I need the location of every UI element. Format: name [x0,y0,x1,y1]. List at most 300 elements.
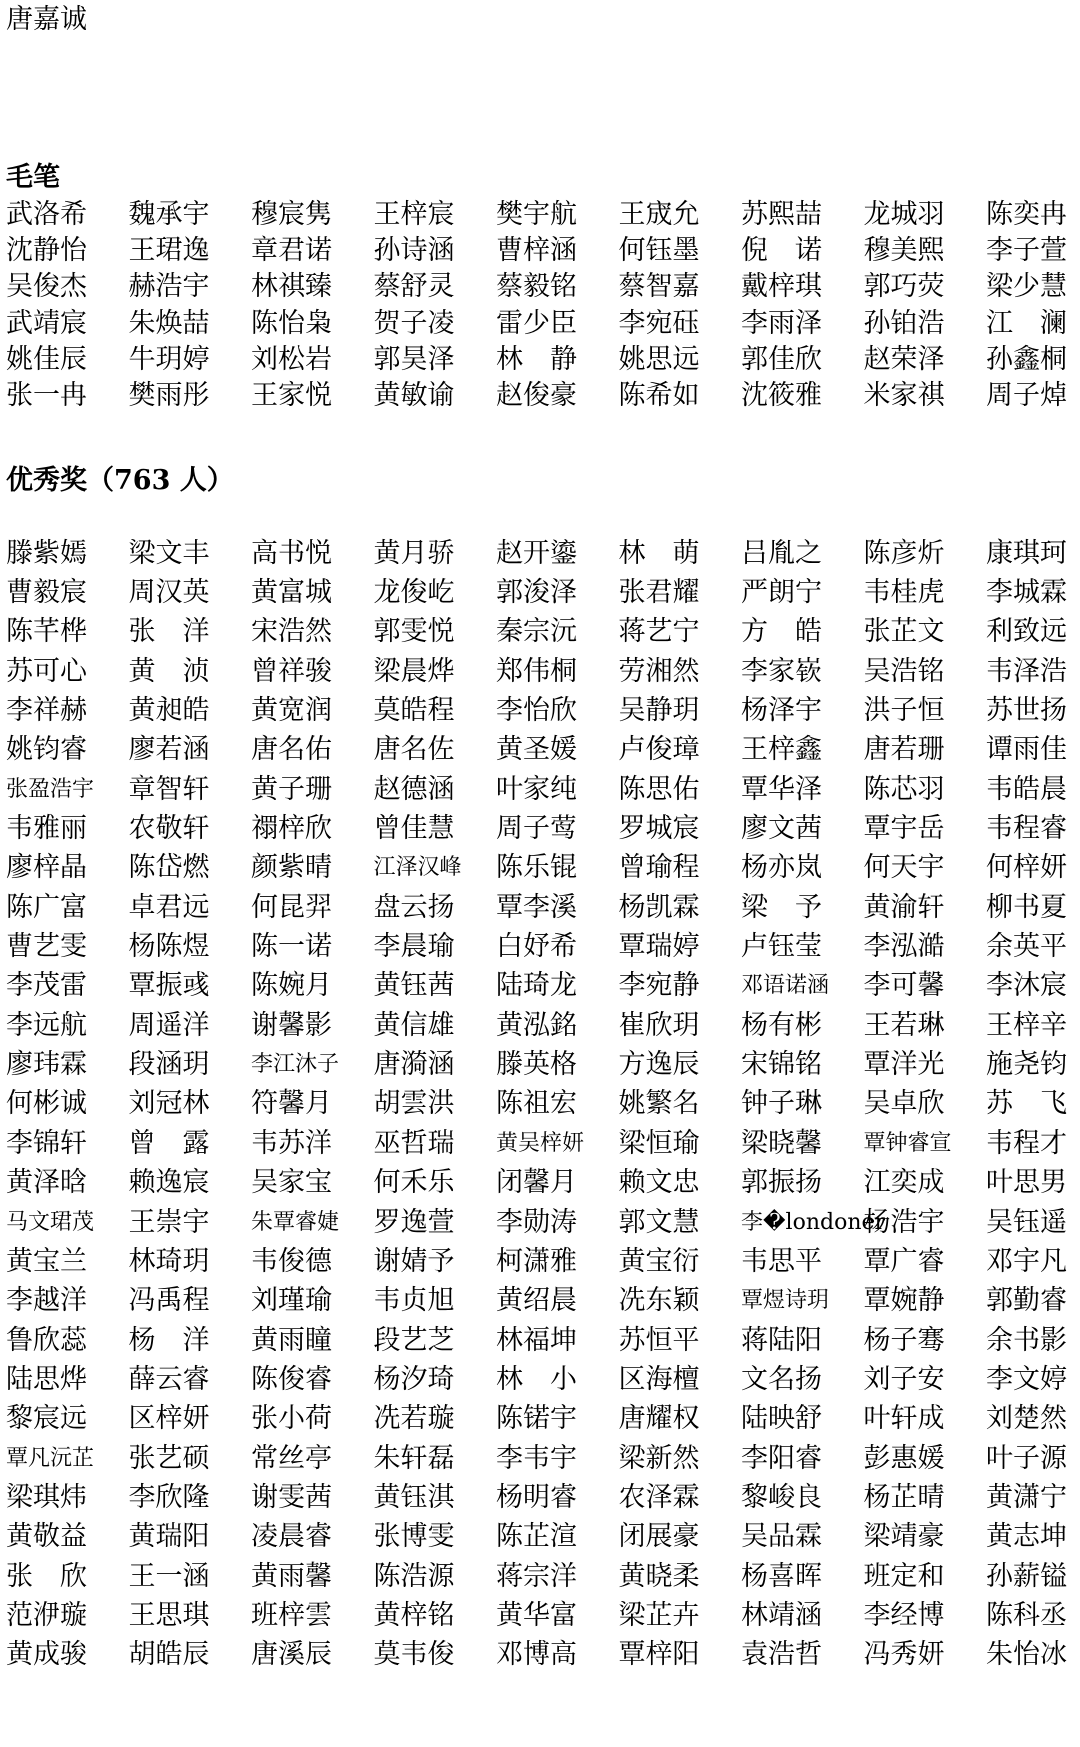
student-name: 曹梓涵 [496,235,577,267]
name-row [6,927,1076,966]
student-name: 陈科丞 [986,1599,1067,1631]
student-name: 梁芷卉 [618,1599,700,1631]
student-name: 韦皓晨 [986,773,1067,805]
student-name: 符馨月 [251,1088,332,1120]
student-name: 江奕成 [863,1167,945,1199]
student-name: 黎峻良 [741,1481,822,1513]
student-name: 梁文丰 [128,537,210,569]
student-name: 杨喜晖 [741,1560,822,1592]
student-name: 莫皓程 [373,695,455,727]
student-name: 廖文茜 [741,813,822,845]
student-name: 赖逸宸 [128,1167,210,1199]
student-name: 冼东颖 [618,1285,700,1317]
student-name: 黄梓铭 [373,1599,455,1631]
name-row [6,1636,1076,1675]
student-name: 胡雲洪 [373,1088,455,1120]
student-name: 梁晨烨 [373,655,455,687]
student-name: 郑伟桐 [496,655,577,687]
student-name: 覃广睿 [863,1245,945,1277]
student-name: 黄雨馨 [251,1560,332,1592]
student-name: 凌晨睿 [251,1521,332,1553]
student-name: 陈广富 [6,891,87,923]
student-name: 黄华富 [496,1599,577,1631]
excellence-heading: 优秀奖（763 人） [6,465,234,496]
student-name: 刘冠林 [128,1088,210,1120]
student-name: 郭昊泽 [373,343,455,375]
student-name: 陈思佑 [618,773,700,805]
student-name: 叶子源 [986,1442,1067,1474]
student-name: 何昆羿 [251,891,332,923]
student-name: 黄子珊 [251,773,332,805]
student-name: 曹毅宸 [6,577,87,609]
student-name: 陈乐锟 [496,852,577,884]
student-name: 颜紫晴 [251,852,332,884]
student-name: 邓博高 [496,1639,577,1671]
name-row [6,534,1076,573]
name-row [6,1242,1076,1281]
student-name: 黄宝衍 [618,1245,700,1277]
student-name: 卢钰莹 [741,931,822,963]
student-name: 梁琪炜 [6,1481,87,1513]
student-name: 龙俊屹 [373,577,455,609]
student-name: 陈怡枭 [251,307,332,339]
student-name: 沈静怡 [6,235,87,267]
student-name: 鲁欣蕊 [6,1324,87,1356]
student-name: 李欣隆 [128,1481,210,1513]
student-name: 覃婉静 [863,1285,945,1317]
student-name: 江泽汉峰 [373,855,462,881]
student-name: 盘云扬 [373,891,455,923]
student-name: 覃洋光 [863,1049,945,1081]
student-name: 余书影 [986,1324,1067,1356]
student-name: 林 静 [496,343,577,375]
leading-name: 唐嘉诚 [6,4,87,35]
student-name: 罗逸萱 [373,1206,455,1238]
student-name: 李雨泽 [741,307,822,339]
student-name: 林靖涵 [741,1599,822,1631]
student-name: 康琪珂 [986,537,1067,569]
student-name: 陈俊睿 [251,1363,332,1395]
student-name: 蔡智嘉 [618,271,700,303]
name-row [6,1439,1076,1478]
student-name: 卢俊璋 [618,734,700,766]
student-name: 王梓鑫 [741,734,822,766]
student-name: 黄 浈 [128,655,210,687]
student-name: 蒋陆阳 [741,1324,822,1356]
student-name: 宋浩然 [251,616,332,648]
student-name: 李可馨 [863,970,945,1002]
student-name: 林 萌 [618,537,700,569]
student-name: 黄敬益 [6,1521,87,1553]
student-name: 韦程睿 [986,813,1067,845]
student-name: 陈一诺 [251,931,332,963]
student-name: 周子焯 [986,380,1067,412]
student-name: 魏承宇 [128,199,210,231]
student-name: 段艺芝 [373,1324,455,1356]
student-name: 吴家宝 [251,1167,332,1199]
student-name: 李远航 [6,1009,87,1041]
calligraphy-name-grid [6,197,1076,414]
student-name: 黄圣媛 [496,734,577,766]
student-name: 李茂雷 [6,970,87,1002]
student-name: 吴俊杰 [6,271,87,303]
student-name: 曾 露 [128,1127,210,1159]
student-name: 朱轩磊 [373,1442,455,1474]
student-name: 李泓澔 [863,931,945,963]
name-row [6,306,1076,342]
student-name: 倪 诺 [741,235,822,267]
student-name: 陈婉月 [251,970,332,1002]
name-row [6,1006,1076,1045]
student-name: 覃李溪 [496,891,577,923]
student-name: 袁浩哲 [741,1639,822,1671]
name-row [6,573,1076,612]
student-name: 武洛希 [6,199,87,231]
name-row [6,1360,1076,1399]
student-name: 梁新然 [618,1442,700,1474]
student-name: 蒋艺宁 [618,616,700,648]
name-row [6,197,1076,233]
student-name: 马文珺茂 [6,1209,95,1235]
student-name: 孙铂浩 [863,307,945,339]
student-name: 李�londoner [741,1209,886,1235]
student-name: 黄宽润 [251,695,332,727]
student-name: 何钰墨 [618,235,700,267]
student-name: 苏熙喆 [741,199,822,231]
student-name: 黄渝轩 [863,891,945,923]
student-name: 唐名佐 [373,734,455,766]
student-name: 罗城宸 [618,813,700,845]
student-name: 陈芊桦 [6,616,87,648]
student-name: 高书悦 [251,537,332,569]
student-name: 何彬诚 [6,1088,87,1120]
student-name: 周子莺 [496,813,577,845]
student-name: 杨泽宇 [741,695,822,727]
name-row [6,1478,1076,1517]
student-name: 梁恒瑜 [618,1127,700,1159]
student-name: 李经博 [863,1599,945,1631]
student-name: 谭雨佳 [986,734,1067,766]
student-name: 叶思男 [986,1167,1067,1199]
student-name: 苏 飞 [986,1088,1067,1120]
student-name: 邓语诺涵 [741,973,830,999]
student-name: 黄泽晗 [6,1167,87,1199]
student-name: 郭巧荧 [863,271,945,303]
student-name: 崔欣玥 [618,1009,700,1041]
student-name: 赵荣泽 [863,343,945,375]
name-row [6,1164,1076,1203]
name-row [6,731,1076,770]
student-name: 吴钰遥 [986,1206,1067,1238]
student-name: 黎宸远 [6,1403,87,1435]
student-name: 禤梓欣 [251,813,332,845]
student-name: 韦俊德 [251,1245,332,1277]
student-name: 李锦轩 [6,1127,87,1159]
student-name: 曾祥骏 [251,655,332,687]
student-name: 宋锦铭 [741,1049,822,1081]
student-name: 韦程才 [986,1127,1067,1159]
student-name: 陈彦炘 [863,537,945,569]
student-name: 李江沐子 [251,1052,340,1078]
student-name: 王梓辛 [986,1009,1067,1041]
student-name: 朱焕喆 [128,307,210,339]
name-row [6,652,1076,691]
student-name: 张一冉 [6,380,87,412]
student-name: 王若琳 [863,1009,945,1041]
name-row [6,770,1076,809]
student-name: 李越洋 [6,1285,87,1317]
student-name: 王宬允 [618,199,700,231]
student-name: 覃宇岳 [863,813,945,845]
student-name: 杨浩宇 [863,1206,945,1238]
student-name: 王珺逸 [128,235,210,267]
student-name: 孙薪镒 [986,1560,1067,1592]
student-name: 柳书夏 [986,891,1067,923]
student-name: 陈奕冉 [986,199,1067,231]
student-name: 杨汐琦 [373,1363,455,1395]
student-name: 卓君远 [128,891,210,923]
student-name: 姚繁名 [618,1088,700,1120]
student-name: 沈筱雅 [741,380,822,412]
student-name: 李城霖 [986,577,1067,609]
name-row [6,1596,1076,1635]
excellence-name-grid [6,534,1076,1675]
student-name: 章智轩 [128,773,210,805]
student-name: 秦宗沅 [496,616,577,648]
student-name: 黄钰淇 [373,1481,455,1513]
student-name: 张博雯 [373,1521,455,1553]
student-name: 姚思远 [618,343,700,375]
student-name: 李沐宸 [986,970,1067,1002]
student-name: 武靖宸 [6,307,87,339]
student-name: 班定和 [863,1560,945,1592]
name-row [6,269,1076,305]
student-name: 黄瑞阳 [128,1521,210,1553]
student-name: 朱覃睿婕 [251,1209,340,1235]
student-name: 李宛砡 [618,307,700,339]
name-row [6,613,1076,652]
student-name: 赖文忠 [618,1167,700,1199]
student-name: 黄月骄 [373,537,455,569]
student-name: 韦桂虎 [863,577,945,609]
student-name: 李晨瑜 [373,931,455,963]
name-row [6,849,1076,888]
student-name: 戴梓琪 [741,271,822,303]
name-row [6,1557,1076,1596]
student-name: 胡皓辰 [128,1639,210,1671]
student-name: 薛云睿 [128,1363,210,1395]
student-name: 林福坤 [496,1324,577,1356]
student-name: 黄敏谕 [373,380,455,412]
name-row [6,342,1076,378]
student-name: 陈芷渲 [496,1521,577,1553]
student-name: 巫哲瑞 [373,1127,455,1159]
student-name: 何梓妍 [986,852,1067,884]
student-name: 吴卓欣 [863,1088,945,1120]
student-name: 吴静玥 [618,695,700,727]
student-name: 覃梓阳 [618,1639,700,1671]
calligraphy-heading: 毛笔 [6,162,60,193]
student-name: 彭惠媛 [863,1442,945,1474]
student-name: 陆映舒 [741,1403,822,1435]
student-name: 覃煜诗玥 [741,1288,830,1314]
student-name: 李勋涛 [496,1206,577,1238]
student-name: 张 洋 [128,616,210,648]
student-name: 章君诺 [251,235,332,267]
student-name: 区梓妍 [128,1403,210,1435]
student-name: 施尧钧 [986,1049,1067,1081]
student-name: 覃振彧 [128,970,210,1002]
student-name: 龙城羽 [863,199,945,231]
student-name: 李宛静 [618,970,700,1002]
name-row [6,967,1076,1006]
student-name: 赵德涵 [373,773,455,805]
student-name: 杨亦岚 [741,852,822,884]
student-name: 姚钧睿 [6,734,87,766]
student-name: 吴品霖 [741,1521,822,1553]
student-name: 常丝亭 [251,1442,332,1474]
student-name: 唐漪涵 [373,1049,455,1081]
student-name: 曹艺雯 [6,931,87,963]
student-name: 林琦玥 [128,1245,210,1277]
student-name: 陈芯羽 [863,773,945,805]
student-name: 覃钟睿宣 [863,1130,952,1156]
student-name: 陈祖宏 [496,1088,577,1120]
student-name: 周遥洋 [128,1009,210,1041]
student-name: 黄绍晨 [496,1285,577,1317]
student-name: 李韦宇 [496,1442,577,1474]
student-name: 黄钰茜 [373,970,455,1002]
student-name: 唐名佑 [251,734,332,766]
student-name: 唐溪辰 [251,1639,332,1671]
student-name: 唐耀权 [618,1403,700,1435]
student-name: 白妤希 [496,931,577,963]
student-name: 韦思平 [741,1245,822,1277]
student-name: 陈浩源 [373,1560,455,1592]
student-name: 韦雅丽 [6,813,87,845]
student-name: 韦苏洋 [251,1127,332,1159]
student-name: 张小荷 [251,1403,332,1435]
student-name: 班梓雲 [251,1599,332,1631]
student-name: 吕胤之 [741,537,822,569]
student-name: 杨芷晴 [863,1481,945,1513]
student-name: 黄志坤 [986,1521,1067,1553]
student-name: 谢婧予 [373,1245,455,1277]
student-name: 赵俊豪 [496,380,577,412]
student-name: 陈希如 [618,380,700,412]
student-name: 蔡舒灵 [373,271,455,303]
student-name: 雷少臣 [496,307,577,339]
student-name: 黄信雄 [373,1009,455,1041]
name-row [6,1124,1076,1163]
student-name: 陆琦龙 [496,970,577,1002]
name-row [6,888,1076,927]
student-name: 李文婷 [986,1363,1067,1395]
student-name: 张盈浩宇 [6,776,95,802]
student-name: 洪子恒 [863,695,945,727]
student-name: 王思琪 [128,1599,210,1631]
student-name: 冼若璇 [373,1403,455,1435]
student-name: 柯潇雅 [496,1245,577,1277]
student-name: 苏世扬 [986,695,1067,727]
student-name: 莫韦俊 [373,1639,455,1671]
student-name: 牛玥婷 [128,343,210,375]
student-name: 何禾乐 [373,1167,455,1199]
student-name: 米家祺 [863,380,945,412]
student-name: 李祥赫 [6,695,87,727]
student-name: 郭振扬 [741,1167,822,1199]
student-name: 郭雯悦 [373,616,455,648]
student-name: 方逸辰 [618,1049,700,1081]
student-name: 林祺臻 [251,271,332,303]
student-name: 曾瑜程 [618,852,700,884]
student-name: 李子萱 [986,235,1067,267]
student-name: 严朗宁 [741,577,822,609]
student-name: 滕紫嫣 [6,537,87,569]
student-name: 王崇宇 [128,1206,210,1238]
student-name: 刘楚然 [986,1403,1067,1435]
student-name: 郭文慧 [618,1206,700,1238]
student-name: 周汉英 [128,577,210,609]
student-name: 江 澜 [986,307,1067,339]
student-name: 李家嵚 [741,655,822,687]
student-name: 黄富城 [251,577,332,609]
student-name: 廖梓晶 [6,852,87,884]
name-row [6,1045,1076,1084]
student-name: 赫浩宇 [128,271,210,303]
student-name: 叶家纯 [496,773,577,805]
name-row [6,233,1076,269]
student-name: 姚佳辰 [6,343,87,375]
student-name: 黄成骏 [6,1639,87,1671]
student-name: 邓宇凡 [986,1245,1067,1277]
student-name: 廖玮霖 [6,1049,87,1081]
student-name: 樊宇航 [496,199,577,231]
student-name: 黄晓柔 [618,1560,700,1592]
student-name: 梁晓馨 [741,1127,822,1159]
student-name: 刘松岩 [251,343,332,375]
student-name: 刘子安 [863,1363,945,1395]
student-name: 陈岱燃 [128,852,210,884]
student-name: 梁 予 [741,891,822,923]
name-row [6,1518,1076,1557]
student-name: 韦泽浩 [986,655,1067,687]
student-name: 郭勤睿 [986,1285,1067,1317]
student-name: 何天宇 [863,852,945,884]
student-name: 苏恒平 [618,1324,700,1356]
student-name: 王梓宸 [373,199,455,231]
name-row [6,1085,1076,1124]
student-name: 张芷文 [863,616,945,648]
student-name: 孙诗涵 [373,235,455,267]
student-name: 谢馨影 [251,1009,332,1041]
student-name: 王家悦 [251,380,332,412]
student-name: 黄宝兰 [6,1245,87,1277]
student-name: 滕英格 [496,1049,577,1081]
student-name: 陈锘宇 [496,1403,577,1435]
student-name: 吴浩铭 [863,655,945,687]
student-name: 张 欣 [6,1560,87,1592]
student-name: 曾佳慧 [373,813,455,845]
student-name: 蒋宗洋 [496,1560,577,1592]
name-row [6,378,1076,414]
name-row [6,1321,1076,1360]
name-row [6,809,1076,848]
student-name: 杨陈煜 [128,931,210,963]
student-name: 林 小 [496,1363,577,1395]
student-name: 方 皓 [741,616,822,648]
student-name: 贺子凌 [373,307,455,339]
